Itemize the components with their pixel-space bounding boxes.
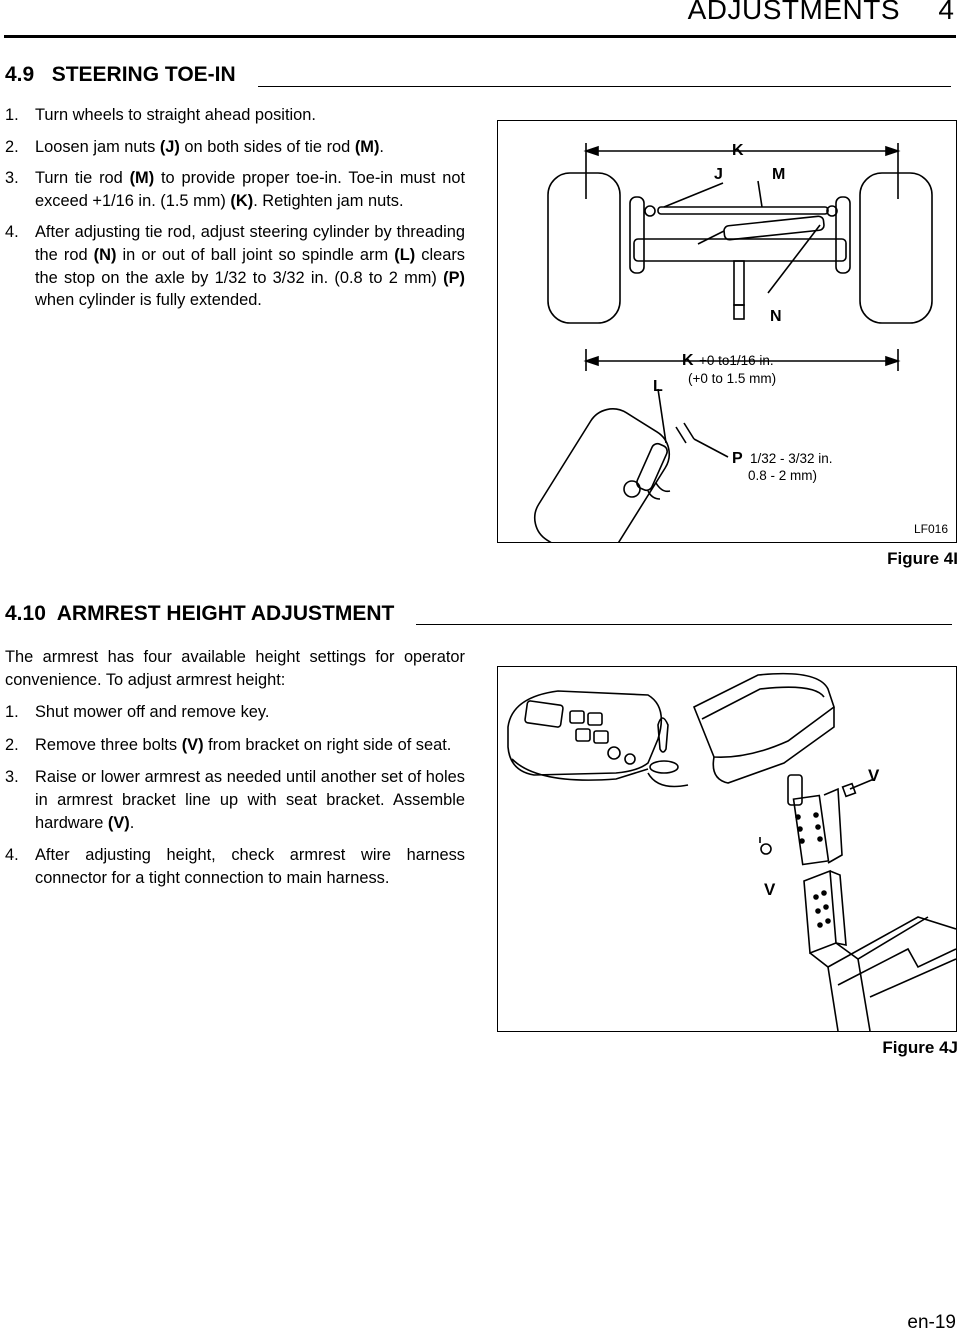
step-item: [5, 136, 465, 159]
step-item: [5, 104, 465, 127]
section-heading-armrest: 4.10 ARMREST HEIGHT ADJUSTMENT: [5, 602, 395, 625]
step-number: 2.: [5, 735, 19, 754]
figure-4j-caption: Figure 4J: [882, 1038, 958, 1057]
step-number: 3.: [5, 169, 19, 188]
armrest-intro: The armrest has four available height settings for operator convenience. To adjust armrest height:: [5, 648, 465, 689]
chapter-number: 4: [938, 0, 954, 25]
label-k-detail: K: [682, 352, 694, 369]
step-text: Loosen jam nuts (J) on both sides of tie rod (M).: [35, 137, 384, 156]
label-j: J: [714, 166, 723, 183]
armrest-diagram: [498, 667, 956, 1031]
step-item: [5, 221, 465, 311]
step-item: [5, 167, 465, 212]
step-item: [5, 766, 465, 834]
step-number: 1.: [5, 106, 19, 124]
k-tolerance-metric: (+0 to 1.5 mm): [688, 371, 777, 386]
figure-4i-caption: Figure 4I: [887, 549, 958, 568]
step-number: 2.: [5, 137, 19, 156]
step-text: After adjusting height, check armrest wire harness connector for a tight connection to main harness.: [35, 846, 465, 887]
step-text: Turn tie rod (M) to provide proper toe-in. Toe-in must not exceed +1/16 in. (1.5 mm) (K). Retighten jam nuts.: [35, 169, 465, 210]
steering-diagram: [498, 121, 956, 542]
section-heading-rule: [258, 86, 951, 87]
p-clearance-inch: 1/32 - 3/32 in.: [750, 451, 833, 466]
step-item: [5, 844, 465, 889]
step-item: [5, 701, 465, 724]
step-number: 3.: [5, 768, 19, 787]
p-clearance-metric: 0.8 - 2 mm): [748, 468, 818, 483]
step-text: Remove three bolts (V) from bracket on right side of seat.: [35, 735, 452, 754]
page-number: en-19: [907, 1312, 956, 1333]
label-v-right: V: [868, 766, 880, 785]
k-tolerance-inch: +0 to1/16 in.: [699, 353, 774, 368]
label-n: N: [770, 308, 782, 325]
header-rule: [4, 35, 956, 38]
section-heading-rule: [416, 624, 952, 625]
figure-4j-frame: [497, 666, 957, 1032]
step-number: 4.: [5, 223, 19, 242]
steering-steps: [5, 104, 465, 321]
section-heading-steering-toe-in: 4.9 STEERING TOE-IN: [5, 63, 236, 86]
label-p: P: [732, 450, 743, 467]
step-text: Shut mower off and remove key.: [35, 703, 270, 722]
step-text: Turn wheels to straight ahead position.: [35, 106, 316, 124]
step-text: Raise or lower armrest as needed until another set of holes in armrest bracket line up with seat bracket. Assemble hardware (V).: [35, 768, 465, 832]
label-k: K: [732, 142, 744, 159]
label-m: M: [772, 166, 786, 183]
chapter-title: ADJUSTMENTS: [687, 0, 900, 25]
step-text: After adjusting tie rod, adjust steering cylinder by threading the rod (N) in or out of ball joint so spindle arm (L) clears the stop on the axle by 1/32 to 3/32 in. (0.8 to 2 mm) (P) when cylinder is fully extended.: [35, 223, 465, 310]
label-v-left: V: [764, 880, 776, 899]
step-item: [5, 734, 465, 757]
label-l: L: [653, 378, 663, 395]
armrest-content: [5, 646, 465, 899]
step-number: 4.: [5, 846, 19, 865]
figure-4i-frame: [497, 120, 957, 543]
step-number: 1.: [5, 703, 19, 722]
figure-code: LF016: [914, 522, 949, 536]
